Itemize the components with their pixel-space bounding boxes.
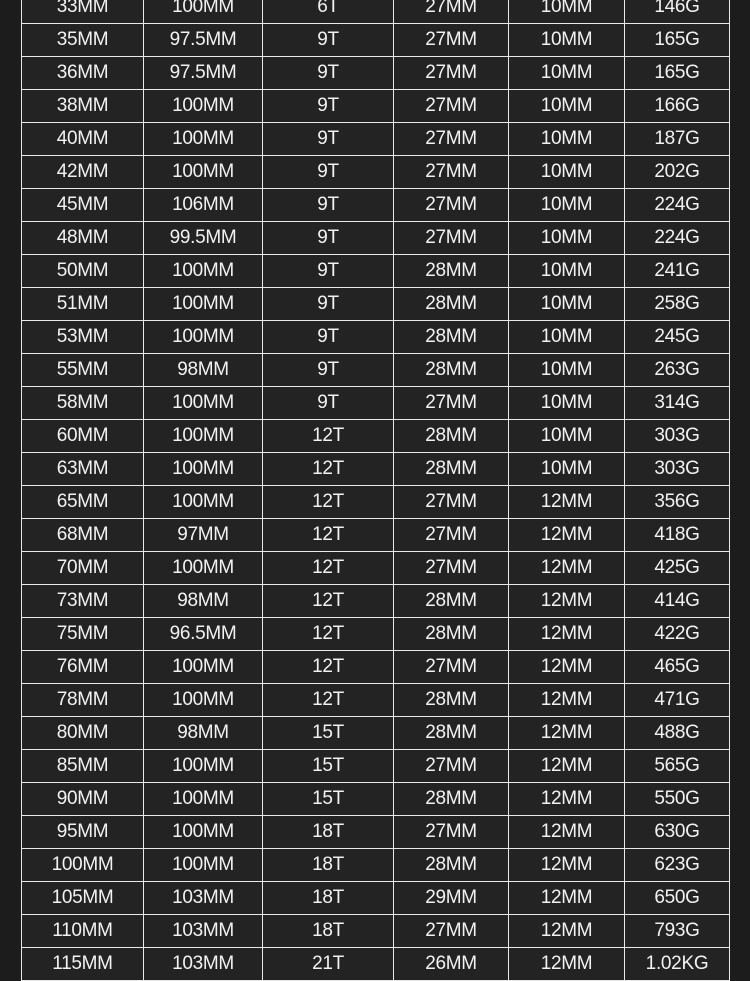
cell-shank: 12MM: [509, 816, 625, 849]
cell-length: 100MM: [144, 486, 263, 519]
cell-depth: 27MM: [394, 156, 509, 189]
cell-depth: 28MM: [394, 618, 509, 651]
cell-weight: 165G: [625, 57, 730, 90]
cell-depth: 27MM: [394, 57, 509, 90]
cell-length: 103MM: [144, 915, 263, 948]
cell-weight: 1.02KG: [625, 948, 730, 981]
cell-shank: 12MM: [509, 684, 625, 717]
table-row: [22, 783, 730, 816]
cell-weight: 550G: [625, 783, 730, 816]
cell-teeth: 12T: [263, 453, 394, 486]
cell-diameter: 105MM: [22, 882, 144, 915]
table-row: [22, 453, 730, 486]
table-row: [22, 222, 730, 255]
cell-shank: 10MM: [509, 321, 625, 354]
table-row: [22, 585, 730, 618]
cell-weight: 465G: [625, 651, 730, 684]
cell-weight: 356G: [625, 486, 730, 519]
cell-weight: 650G: [625, 882, 730, 915]
table-row: [22, 57, 730, 90]
cell-shank: 12MM: [509, 519, 625, 552]
cell-shank: 10MM: [509, 189, 625, 222]
cell-shank: 12MM: [509, 486, 625, 519]
cell-diameter: 51MM: [22, 288, 144, 321]
cell-diameter: 36MM: [22, 57, 144, 90]
cell-length: 100MM: [144, 552, 263, 585]
cell-length: 98MM: [144, 717, 263, 750]
cell-weight: 165G: [625, 24, 730, 57]
cell-weight: 303G: [625, 420, 730, 453]
cell-weight: 314G: [625, 387, 730, 420]
cell-length: 100MM: [144, 783, 263, 816]
cell-shank: 10MM: [509, 222, 625, 255]
table-row: [22, 750, 730, 783]
cell-length: 103MM: [144, 882, 263, 915]
cell-diameter: 50MM: [22, 255, 144, 288]
cell-length: 100MM: [144, 750, 263, 783]
cell-length: 99.5MM: [144, 222, 263, 255]
cell-weight: 565G: [625, 750, 730, 783]
cell-weight: 471G: [625, 684, 730, 717]
table-row: [22, 618, 730, 651]
table-row: [22, 849, 730, 882]
cell-teeth: 6T: [263, 0, 394, 24]
cell-shank: 10MM: [509, 354, 625, 387]
cell-diameter: 85MM: [22, 750, 144, 783]
table-row: [22, 321, 730, 354]
cell-teeth: 9T: [263, 189, 394, 222]
cell-weight: 414G: [625, 585, 730, 618]
cell-depth: 28MM: [394, 849, 509, 882]
cell-weight: 245G: [625, 321, 730, 354]
cell-diameter: 95MM: [22, 816, 144, 849]
cell-shank: 12MM: [509, 585, 625, 618]
cell-teeth: 12T: [263, 651, 394, 684]
cell-diameter: 100MM: [22, 849, 144, 882]
cell-length: 100MM: [144, 0, 263, 24]
cell-shank: 12MM: [509, 717, 625, 750]
cell-weight: 187G: [625, 123, 730, 156]
table-row: [22, 519, 730, 552]
cell-shank: 10MM: [509, 90, 625, 123]
cell-diameter: 33MM: [22, 0, 144, 24]
cell-depth: 28MM: [394, 585, 509, 618]
cell-teeth: 9T: [263, 90, 394, 123]
cell-teeth: 9T: [263, 354, 394, 387]
cell-diameter: 73MM: [22, 585, 144, 618]
cell-depth: 28MM: [394, 354, 509, 387]
table-row: [22, 684, 730, 717]
cell-teeth: 9T: [263, 123, 394, 156]
table-row: [22, 288, 730, 321]
table-row: [22, 651, 730, 684]
cell-length: 100MM: [144, 321, 263, 354]
cell-teeth: 9T: [263, 288, 394, 321]
cell-depth: 27MM: [394, 123, 509, 156]
table-row: [22, 24, 730, 57]
cell-diameter: 65MM: [22, 486, 144, 519]
cell-length: 100MM: [144, 651, 263, 684]
cell-teeth: 9T: [263, 156, 394, 189]
cell-depth: 27MM: [394, 222, 509, 255]
table-row: [22, 552, 730, 585]
cell-depth: 28MM: [394, 783, 509, 816]
cell-shank: 10MM: [509, 57, 625, 90]
table-row: [22, 189, 730, 222]
cell-diameter: 68MM: [22, 519, 144, 552]
cell-diameter: 80MM: [22, 717, 144, 750]
table-row: [22, 387, 730, 420]
cell-depth: 27MM: [394, 519, 509, 552]
cell-teeth: 9T: [263, 222, 394, 255]
cell-weight: 258G: [625, 288, 730, 321]
cell-depth: 27MM: [394, 387, 509, 420]
cell-teeth: 12T: [263, 684, 394, 717]
cell-shank: 10MM: [509, 255, 625, 288]
cell-teeth: 21T: [263, 948, 394, 981]
cell-shank: 10MM: [509, 387, 625, 420]
cell-weight: 146G: [625, 0, 730, 24]
cell-weight: 166G: [625, 90, 730, 123]
cell-length: 100MM: [144, 123, 263, 156]
cell-shank: 10MM: [509, 420, 625, 453]
cell-length: 98MM: [144, 585, 263, 618]
table-row: [22, 0, 730, 24]
cell-teeth: 12T: [263, 420, 394, 453]
table-row: [22, 90, 730, 123]
cell-depth: 27MM: [394, 915, 509, 948]
cell-weight: 630G: [625, 816, 730, 849]
cell-depth: 28MM: [394, 684, 509, 717]
cell-length: 103MM: [144, 948, 263, 981]
table-row: [22, 123, 730, 156]
cell-depth: 27MM: [394, 651, 509, 684]
cell-teeth: 9T: [263, 24, 394, 57]
cell-length: 100MM: [144, 156, 263, 189]
cell-depth: 27MM: [394, 816, 509, 849]
cell-diameter: 90MM: [22, 783, 144, 816]
table-row: [22, 255, 730, 288]
cell-diameter: 45MM: [22, 189, 144, 222]
table-row: [22, 486, 730, 519]
cell-length: 100MM: [144, 420, 263, 453]
cell-length: 100MM: [144, 684, 263, 717]
cell-diameter: 78MM: [22, 684, 144, 717]
cell-diameter: 110MM: [22, 915, 144, 948]
cell-diameter: 63MM: [22, 453, 144, 486]
cell-teeth: 9T: [263, 255, 394, 288]
cell-depth: 27MM: [394, 552, 509, 585]
table-row: [22, 948, 730, 981]
cell-diameter: 48MM: [22, 222, 144, 255]
cell-depth: 26MM: [394, 948, 509, 981]
cell-shank: 12MM: [509, 552, 625, 585]
cell-shank: 12MM: [509, 618, 625, 651]
cell-diameter: 58MM: [22, 387, 144, 420]
table-row: [22, 717, 730, 750]
cell-depth: 28MM: [394, 321, 509, 354]
table-row: [22, 156, 730, 189]
cell-weight: 793G: [625, 915, 730, 948]
cell-teeth: 18T: [263, 915, 394, 948]
cell-depth: 28MM: [394, 717, 509, 750]
cell-depth: 27MM: [394, 90, 509, 123]
cell-diameter: 35MM: [22, 24, 144, 57]
cell-teeth: 18T: [263, 882, 394, 915]
cell-teeth: 15T: [263, 783, 394, 816]
cell-diameter: 76MM: [22, 651, 144, 684]
spec-table-body: [22, 0, 730, 981]
cell-shank: 12MM: [509, 783, 625, 816]
table-row: [22, 915, 730, 948]
cell-diameter: 70MM: [22, 552, 144, 585]
cell-weight: 224G: [625, 222, 730, 255]
cell-teeth: 12T: [263, 585, 394, 618]
cell-teeth: 9T: [263, 57, 394, 90]
cell-shank: 10MM: [509, 24, 625, 57]
cell-teeth: 12T: [263, 519, 394, 552]
table-row: [22, 354, 730, 387]
cell-teeth: 18T: [263, 849, 394, 882]
cell-shank: 12MM: [509, 882, 625, 915]
cell-depth: 27MM: [394, 0, 509, 24]
table-row: [22, 882, 730, 915]
cell-shank: 12MM: [509, 651, 625, 684]
cell-diameter: 40MM: [22, 123, 144, 156]
cell-shank: 12MM: [509, 750, 625, 783]
cell-weight: 425G: [625, 552, 730, 585]
cell-shank: 12MM: [509, 849, 625, 882]
cell-diameter: 53MM: [22, 321, 144, 354]
cell-depth: 28MM: [394, 288, 509, 321]
cell-depth: 29MM: [394, 882, 509, 915]
cell-weight: 202G: [625, 156, 730, 189]
spec-table: [21, 0, 730, 981]
cell-length: 100MM: [144, 387, 263, 420]
cell-teeth: 9T: [263, 321, 394, 354]
cell-diameter: 115MM: [22, 948, 144, 981]
cell-shank: 10MM: [509, 156, 625, 189]
cell-weight: 418G: [625, 519, 730, 552]
cell-shank: 12MM: [509, 915, 625, 948]
cell-depth: 28MM: [394, 453, 509, 486]
cell-shank: 10MM: [509, 0, 625, 24]
cell-teeth: 12T: [263, 486, 394, 519]
cell-weight: 263G: [625, 354, 730, 387]
cell-depth: 27MM: [394, 189, 509, 222]
cell-shank: 10MM: [509, 123, 625, 156]
cell-length: 100MM: [144, 849, 263, 882]
cell-weight: 224G: [625, 189, 730, 222]
cell-shank: 10MM: [509, 288, 625, 321]
cell-diameter: 42MM: [22, 156, 144, 189]
cell-teeth: 18T: [263, 816, 394, 849]
cell-weight: 303G: [625, 453, 730, 486]
cell-depth: 27MM: [394, 750, 509, 783]
cell-length: 97MM: [144, 519, 263, 552]
cell-length: 100MM: [144, 288, 263, 321]
cell-length: 100MM: [144, 255, 263, 288]
cell-weight: 488G: [625, 717, 730, 750]
cell-diameter: 75MM: [22, 618, 144, 651]
cell-teeth: 12T: [263, 552, 394, 585]
cell-length: 97.5MM: [144, 24, 263, 57]
cell-diameter: 55MM: [22, 354, 144, 387]
cell-depth: 27MM: [394, 24, 509, 57]
cell-length: 96.5MM: [144, 618, 263, 651]
table-row: [22, 816, 730, 849]
cell-length: 100MM: [144, 453, 263, 486]
cell-weight: 241G: [625, 255, 730, 288]
cell-shank: 12MM: [509, 948, 625, 981]
cell-length: 100MM: [144, 90, 263, 123]
cell-diameter: 38MM: [22, 90, 144, 123]
cell-weight: 422G: [625, 618, 730, 651]
cell-length: 100MM: [144, 816, 263, 849]
cell-teeth: 15T: [263, 717, 394, 750]
cell-teeth: 9T: [263, 387, 394, 420]
cell-teeth: 15T: [263, 750, 394, 783]
cell-depth: 28MM: [394, 255, 509, 288]
cell-weight: 623G: [625, 849, 730, 882]
table-row: [22, 420, 730, 453]
cell-depth: 27MM: [394, 486, 509, 519]
cell-length: 98MM: [144, 354, 263, 387]
cell-length: 97.5MM: [144, 57, 263, 90]
cell-diameter: 60MM: [22, 420, 144, 453]
cell-depth: 28MM: [394, 420, 509, 453]
cell-shank: 10MM: [509, 453, 625, 486]
cell-teeth: 12T: [263, 618, 394, 651]
cell-length: 106MM: [144, 189, 263, 222]
